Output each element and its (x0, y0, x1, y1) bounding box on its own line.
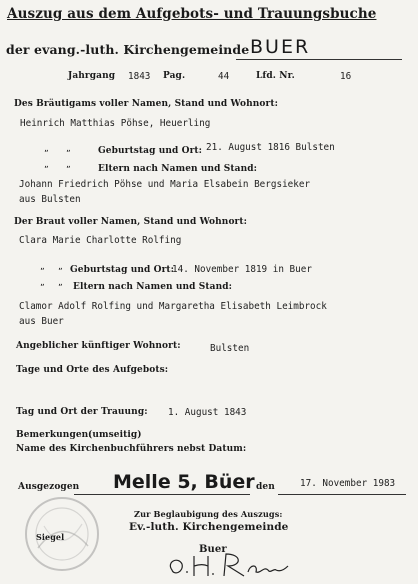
future-residence-label: Angeblicher künftiger Wohnort: (16, 341, 181, 351)
bride-value: Clara Marie Charlotte Rolfing (19, 235, 182, 246)
bride-birth-label: Geburtstag und Ort: (70, 265, 175, 275)
remarks-label: Bemerkungen: (16, 430, 92, 440)
year-value: 1843 (128, 71, 151, 82)
parish-underline (236, 59, 402, 60)
ditto-mark: „ (58, 262, 63, 272)
ditto-mark: „ (40, 278, 45, 288)
issued-date: 17. November 1983 (300, 478, 396, 489)
parish-name-handwritten: BUER (250, 36, 311, 58)
document-title: Auszug aus dem Aufgebots- und Trauungsbuche (7, 6, 377, 22)
bride-birth-value: 14. November 1819 in Buer (172, 264, 312, 275)
groom-parents-line2: aus Bulsten (19, 194, 81, 205)
groom-parents-label: Eltern nach Namen und Stand: (98, 164, 258, 174)
bride-parents-label: Eltern nach Namen und Stand: (73, 282, 233, 292)
page-label: Pag. (163, 71, 186, 81)
groom-parents-line1: Johann Friedrich Pöhse und Maria Elsabein Bergsieker (19, 179, 311, 190)
seal-stamp-icon (18, 486, 114, 582)
ditto-mark: „ (40, 262, 45, 272)
number-label: Lfd. Nr. (256, 71, 295, 81)
issued-den-label: den (256, 482, 275, 492)
issued-label: Ausgezogen (18, 482, 80, 492)
certification-line3: Buer (199, 544, 227, 555)
ditto-mark: „ (44, 160, 49, 170)
bride-parents-line1: Clamor Adolf Rolfing und Margaretha Elisabeth Leimbrock (19, 301, 327, 312)
wedding-label: Tag und Ort der Trauung: (16, 407, 148, 417)
remarks-value: (umseitig) (88, 430, 142, 440)
signature-icon (164, 548, 294, 582)
seal-label: Siegel (36, 532, 65, 542)
year-label: Jahrgang (68, 71, 116, 81)
groom-label: Des Bräutigams voller Namen, Stand und Wohnort: (14, 99, 279, 109)
bride-parents-line2: aus Buer (19, 316, 64, 327)
certification-line1: Zur Beglaubigung des Auszugs: (134, 509, 283, 519)
groom-birth-value: 21. August 1816 Bulsten (206, 142, 335, 153)
wedding-value: 1. August 1843 (168, 407, 247, 418)
groom-birth-label: Geburtstag und Ort: (98, 146, 203, 156)
banns-label: Tage und Orte des Aufgebots: (16, 365, 169, 375)
pastor-name-label: Name des Kirchenbuchführers nebst Datum: (16, 444, 247, 454)
groom-value: Heinrich Matthias Pöhse, Heuerling (20, 118, 211, 129)
issued-place-handwritten: Melle 5, Büer (113, 471, 255, 493)
number-value: 16 (340, 71, 352, 82)
ditto-mark: „ (44, 144, 49, 154)
bride-label: Der Braut voller Namen, Stand und Wohnort: (14, 217, 248, 227)
ditto-mark: „ (58, 278, 63, 288)
ditto-mark: „ (66, 144, 71, 154)
page-value: 44 (218, 71, 230, 82)
parish-heading: der evang.-luth. Kirchengemeinde (6, 42, 250, 57)
ditto-mark: „ (66, 160, 71, 170)
issued-date-underline (278, 494, 406, 495)
certification-line2: Ev.-luth. Kirchengemeinde (129, 521, 289, 533)
future-residence-value: Bulsten (210, 343, 250, 354)
